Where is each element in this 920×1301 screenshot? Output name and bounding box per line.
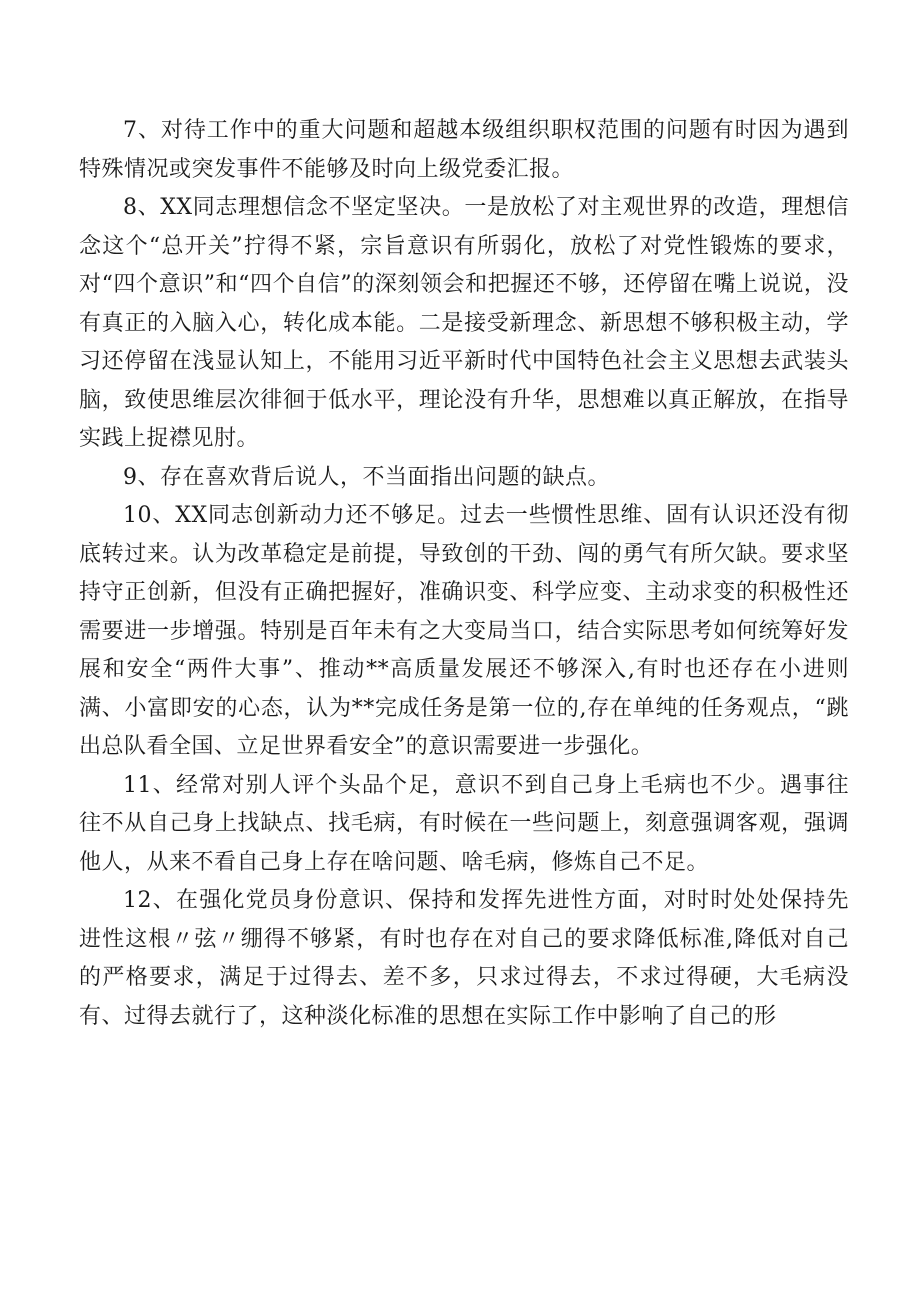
document-body xyxy=(79,112,849,1036)
paragraph-item-11: 11、经常对别人评个头品个足，意识不到自己身上毛病也不少。遇事往往不从自己身上找缺点、找毛病，有时候在一些问题上，刻意强调客观，强调他人，从来不看自己身上存在啥问题、啥毛病，修炼自己不足。 xyxy=(79,772,849,875)
paragraph-item-9: 9、存在喜欢背后说人，不当面指出问题的缺点。 xyxy=(123,464,610,490)
paragraph-item-10: 10、XX同志创新动力还不够足。过去一些惯性思维、固有认识还没有彻底转过来。认为改革稳定是前提，导致创的干劲、闯的勇气有所欠缺。要求坚持守正创新，但没有正确把握好，准确识变、科学应变、主动求变的积极性还需要进一步增强。特别是百年未有之大变局当口，结合实际思考如何统筹好发展和安全“两件大事”、推动**高质量发展还不够深入,有时也还存在小进则满、小富即安的心态，认为**完成任务是第一位的,存在单纯的任务观点，“跳出总队看全国、立足世界看安全”的意识需要进一步强化。 xyxy=(79,503,849,759)
paragraph-item-8: 8、XX同志理想信念不坚定坚决。一是放松了对主观世界的改造，理想信念这个“总开关”拧得不紧，宗旨意识有所弱化，放松了对党性锻炼的要求，对“四个意识”和“四个自信”的深刻领会和把握还不够，还停留在嘴上说说，没有真正的入脑入心，转化成本能。二是接受新理念、新思想不够积极主动，学习还停留在浅显认知上，不能用习近平新时代中国特色社会主义思想去武装头脑，致使思维层次徘徊于低水平，理论没有升华，思想难以真正解放，在指导实践上捉襟见肘。 xyxy=(79,195,849,451)
paragraph-item-7: 7、对待工作中的重大问题和超越本级组织职权范围的问题有时因为遇到特殊情况或突发事件不能够及时向上级党委汇报。 xyxy=(79,118,849,182)
paragraph-item-12: 12、在强化党员身份意识、保持和发挥先进性方面，对时时处处保持先进性这根〃弦〃绷得不够紧，有时也存在对自己的要求降低标准,降低对自己的严格要求，满足于过得去、差不多，只求过得去，不求过得硬，大毛病没有、过得去就行了，这种淡化标准的思想在实际工作中影响了自己的形 xyxy=(79,888,849,1029)
